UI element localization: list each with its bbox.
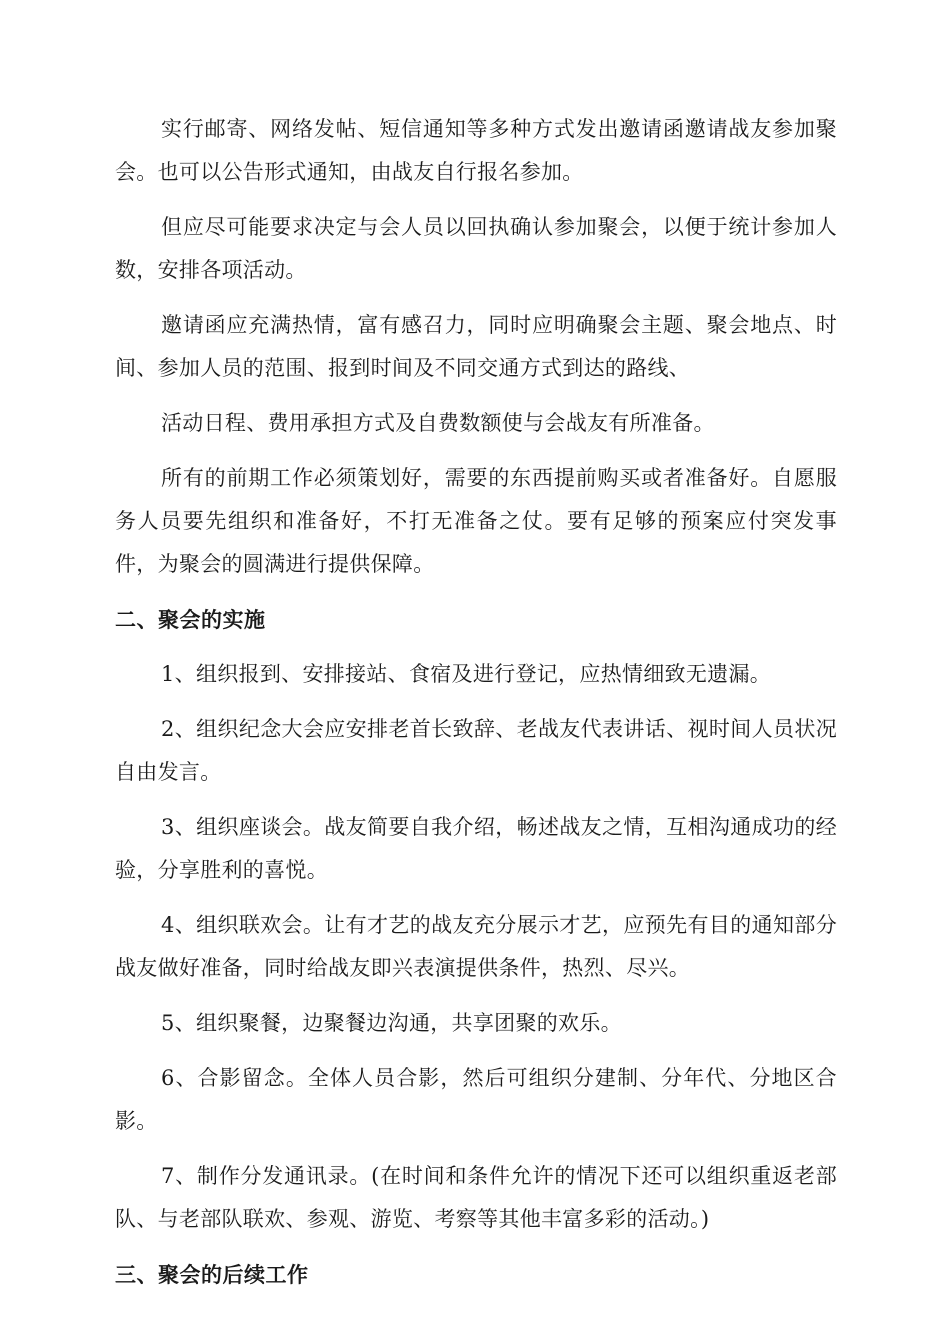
list-item-commemoration: 2、组织纪念大会应安排老首长致辞、老战友代表讲话、视时间人员状况自由发言。 [115,717,837,784]
document-page [115,108,837,1296]
list-item-party: 4、组织联欢会。让有才艺的战友充分展示才艺，应预先有目的通知部分战友做好准备，同时给战友即兴表演提供条件，热烈、尽兴。 [115,913,837,980]
section-heading-implementation: 二、聚会的实施 [115,607,266,632]
list-item-photo: 6、合影留念。全体人员合影，然后可组织分建制、分年代、分地区合影。 [115,1066,837,1133]
paragraph-rsvp: 但应尽可能要求决定与会人员以回执确认参加聚会，以便于统计参加人数，安排各项活动。 [115,215,837,282]
list-item-directory: 7、制作分发通讯录。(在时间和条件允许的情况下还可以组织重返老部队、与老部队联欢、参观、游览、考察等其他丰富多彩的活动。) [115,1164,837,1231]
paragraph-invitation-methods: 实行邮寄、网络发帖、短信通知等多种方式发出邀请函邀请战友参加聚会。也可以公告形式通知，由战友自行报名参加。 [115,117,837,184]
paragraph-schedule-costs: 活动日程、费用承担方式及自费数额使与会战友有所准备。 [161,411,715,435]
list-item-dinner: 5、组织聚餐，边聚餐边沟通，共享团聚的欢乐。 [161,1011,622,1035]
list-item-registration: 1、组织报到、安排接站、食宿及进行登记，应热情细致无遗漏。 [161,662,772,686]
section-heading-followup: 三、聚会的后续工作 [115,1262,309,1287]
paragraph-preparation: 所有的前期工作必须策划好，需要的东西提前购买或者准备好。自愿服务人员要先组织和准备好，不打无准备之仗。要有足够的预案应付突发事件，为聚会的圆满进行提供保障。 [115,466,837,576]
paragraph-invitation-content: 邀请函应充满热情，富有感召力，同时应明确聚会主题、聚会地点、时间、参加人员的范围、报到时间及不同交通方式到达的路线、 [115,313,837,380]
list-item-forum: 3、组织座谈会。战友简要自我介绍，畅述战友之情，互相沟通成功的经验，分享胜利的喜悦。 [115,815,837,882]
